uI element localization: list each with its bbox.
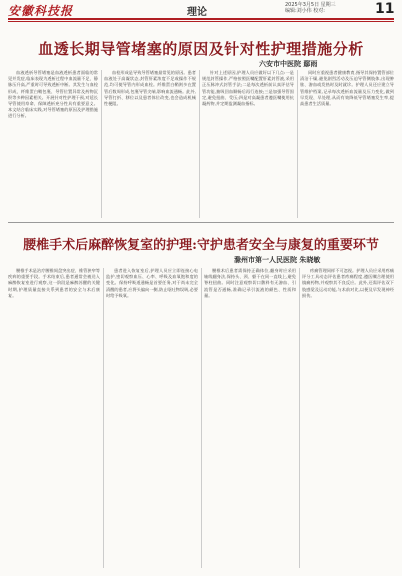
masthead-thin-rule [8, 21, 394, 22]
article2-byline: 滁州市第一人民医院 朱晓敏 [234, 256, 321, 264]
article2-column: 患者进入恢复室后,护理人员应立即连接心电监护,密切观察血压、心率、呼吸及血氧饱和度的变化。保持呼吸道通畅是首要任务,对于尚未完全清醒的患者,应将头偏向一侧,防止呕吐物误吸,必要时给予吸氧。 [106, 268, 198, 298]
column-divider [103, 268, 104, 568]
article1-column: 针对上述原因,护理人员应做好以下几点:一是规范封管操作,严格按照医嘱配置肝素封管液,采用正压脉冲式封管手法;二是每次透析前认真评估导管功能,抽吸回血顺畅后再行连接;三是加强导管固定,避免扭曲、受压;四是对高凝患者遵医嘱使用抗凝药物,并定期监测凝血指标。 [202, 70, 294, 107]
page-number: 11 [375, 1, 395, 17]
article2-title: 腰椎手术后麻醉恢复室的护理:守护患者安全与康复的重要环节 [23, 238, 379, 253]
article2-column: 腰椎术后患者需保持正确体位,翻身时应采用轴线翻身法,保持头、颈、躯干在同一直线上,避免脊柱扭曲。同时注意观察切口敷料有无渗血、引流管是否通畅,准确记录引流液的颜色、性质和量。 [204, 268, 296, 298]
article1-byline: 六安市中医院 鄢雨 [259, 60, 318, 68]
column-divider [199, 70, 200, 218]
section-title: 理论 [187, 7, 207, 18]
column-divider [101, 70, 102, 218]
article1-column: 血栓形成是导致导管堵塞最常见的原因。患者血液处于高凝状态,封管肝素浓度不足或操作不规范,均可使导管内形成血栓。纤维蛋白鞘则多在置管后数周形成,包裹导管尖端,影响血流通畅。此外,导管打折、移位以及患者体位改变,也会造成机械性梗阻。 [104, 70, 196, 107]
article1-column: 同时应重视患者健康教育,指导其保持置管部位清洁干燥,避免剧烈活动及压迫导管侧肢体,出现肿胀、渗血或发热时及时就诊。护理人员还应建立导管维护档案,记录每次透析血流量及压力变化,做到早发现、早处理,从而有效降低导管堵塞发生率,提高患者生活质量。 [300, 70, 394, 107]
newspaper-logo: 安徽科技报 [8, 4, 74, 18]
column-divider [299, 268, 300, 568]
article2-column: 腰椎手术是治疗腰椎间盘突出症、椎管狭窄等疾病的重要手段。手术结束后,患者通常会被送入麻醉恢复室进行观察,这一阶段是麻醉苏醒的关键时期,护理质量直接关系到患者的安全与术后康复。 [8, 268, 100, 298]
masthead [0, 0, 402, 20]
issue-info [285, 2, 336, 14]
masthead-rule [8, 18, 394, 20]
editor-line: 编辑:刘小伟 校对: [285, 8, 325, 14]
column-divider [297, 70, 298, 218]
article2-column: 疼痛管理同样不可忽视。护理人员应采用疼痛评分工具动态评估患者疼痛程度,遵医嘱合理使用镇痛药物,并观察其不良反应。此外,还需评估双下肢感觉及运动功能,与术前对比,以便及早发现神经损伤。 [302, 268, 394, 298]
article1-title: 血透长期导管堵塞的原因及针对性护理措施分析 [38, 40, 364, 58]
column-divider [201, 268, 202, 568]
issue-date: 2025年3月5日 星期三 [285, 2, 336, 8]
article-separator [8, 222, 394, 223]
article1-column: 血液透析导管堵塞是血液透析患者面临的常见并发症,临床表现为透析过程中血流量不足、静脉压升高,严重时可导致透析中断。其发生与血栓形成、纤维蛋白鞘包裹、导管位置异常及药物沉积等多种因素相关。开展针对性护理干预,对延长导管使用寿命、保障透析充分性具有重要意义。本文结合临床实践,对导管堵塞的原因及护理措施进行分析。 [8, 70, 98, 119]
